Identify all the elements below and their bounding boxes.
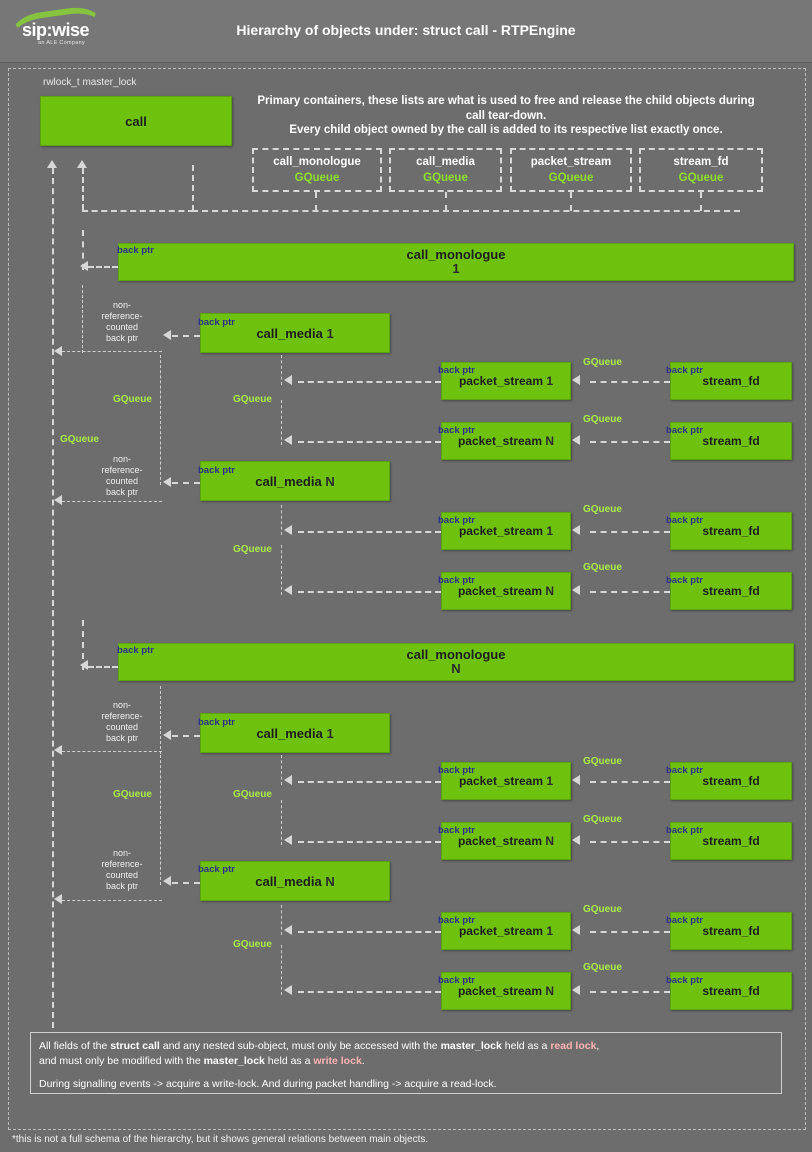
spine-ps-Nb — [281, 545, 282, 595]
line-ps-Nc — [298, 841, 441, 843]
line-ps-1d — [298, 931, 441, 933]
nonref-1c-l3: counted — [105, 722, 139, 732]
label-gqueue-ps-Nd: GQueue — [233, 939, 272, 950]
arrow-sfd-Nd — [572, 985, 580, 995]
node-call-media-1c-index: 1 — [326, 725, 334, 741]
arrow-sfd-1d — [572, 925, 580, 935]
line-sfd-1b — [590, 531, 670, 533]
arrow-sfd-1c — [572, 775, 580, 785]
label-back-ptr-monologue-N: back ptr — [117, 645, 154, 656]
label-back-ptr-ps-1c: back ptr — [438, 765, 475, 776]
line-sfd-1a — [590, 381, 670, 383]
label-back-ptr-sfd-Nb: back ptr — [666, 575, 703, 586]
container-call-media-type: GQueue — [423, 172, 468, 184]
line-nonref-Nc — [62, 900, 162, 901]
app-header — [0, 0, 812, 63]
spine-ps-1a — [281, 355, 282, 385]
label-back-ptr-media-Nc: back ptr — [198, 864, 235, 875]
line-sfd-1c — [590, 781, 670, 783]
label-gqueue-media-1c: GQueue — [113, 789, 152, 800]
caption-every-child — [256, 123, 756, 138]
node-packet-stream-Na-index: N — [545, 434, 555, 448]
spine-media-Na — [160, 355, 161, 485]
caption-line-2: Every child object owned by the call is added to its respective list exactly once. — [289, 124, 723, 136]
page-title: Hierarchy of objects under: struct call - RTPEngine — [236, 22, 576, 38]
node-call-label: call — [125, 113, 147, 129]
label-gqueue-sfd-Nb: GQueue — [583, 562, 622, 573]
node-stream-fd-1b-name: stream_fd — [702, 524, 760, 538]
arrow-media-1a-back — [163, 330, 171, 340]
arrow-call-up-1 — [77, 160, 87, 168]
node-call-media-Nc-name: call_media — [255, 873, 322, 889]
label-back-ptr-ps-Nd: back ptr — [438, 975, 475, 986]
nonref-Nc-l4: back ptr — [105, 881, 138, 891]
note-line-1 — [39, 1039, 773, 1054]
nonref-Nc-l3: counted — [105, 870, 139, 880]
label-gqueue-ps-Nb: GQueue — [233, 544, 272, 555]
line-sfd-Na — [590, 441, 670, 443]
arrow-ps-Nd — [284, 985, 292, 995]
container-packet-stream-type: GQueue — [548, 172, 594, 184]
arrow-sfd-Nb — [572, 585, 580, 595]
node-call-media-Na-index: N — [325, 473, 335, 489]
line-sfd-Nb — [590, 591, 670, 593]
arrow-nonref-Nc — [54, 894, 62, 904]
label-gqueue-left-1: GQueue — [60, 434, 99, 445]
node-call-media-1c-name: call_media — [256, 725, 323, 741]
nonref-Na-l2: reference- — [101, 465, 143, 475]
line-sfd-1d — [590, 931, 670, 933]
note-l2e: . — [361, 1055, 365, 1067]
line-nonref-Na — [62, 501, 162, 502]
label-back-ptr-media-1c: back ptr — [198, 717, 235, 728]
arrow-call-up-2 — [47, 160, 57, 168]
arrow-ps-Na — [284, 435, 292, 445]
label-back-ptr-sfd-1c: back ptr — [666, 765, 703, 776]
logo-subtext: an ALE Company — [38, 40, 86, 46]
node-packet-stream-1d-name: packet_stream — [458, 924, 544, 938]
node-call-monologue-1-name: call_monologue — [406, 247, 506, 262]
spine-monologue-1 — [82, 230, 84, 270]
spine-media-1c — [160, 686, 161, 754]
arrow-ps-1b — [284, 525, 292, 535]
note-l2d: write lock — [313, 1055, 362, 1067]
label-back-ptr-ps-1b: back ptr — [438, 515, 475, 526]
spine-ps-Nc — [281, 800, 282, 845]
arrow-nonref-Na — [54, 495, 62, 505]
line-ps-1a — [298, 381, 441, 383]
node-packet-stream-1c-index: 1 — [546, 774, 554, 788]
node-packet-stream-Nd-index: N — [545, 984, 555, 998]
note-l2b: master_lock — [203, 1055, 265, 1067]
label-gqueue-sfd-1b: GQueue — [583, 504, 622, 515]
label-gqueue-sfd-Na: GQueue — [583, 414, 622, 425]
container-packet-stream[interactable] — [510, 148, 632, 192]
label-back-ptr-ps-Nb: back ptr — [438, 575, 475, 586]
arrow-sfd-1b — [572, 525, 580, 535]
nonref-Nc-l2: reference- — [101, 859, 143, 869]
note-l1f: read lock — [550, 1040, 597, 1052]
label-gqueue-sfd-1a: GQueue — [583, 357, 622, 368]
nonref-1c-l2: reference- — [101, 711, 143, 721]
spine-ps-1c — [281, 755, 282, 785]
arrow-nonref-1c — [54, 745, 62, 755]
nonref-Nc-l1: non- — [112, 848, 131, 858]
node-packet-stream-1a-name: packet_stream — [458, 374, 544, 388]
line-sfd-Nd — [590, 991, 670, 993]
node-packet-stream-Nc-index: N — [545, 834, 555, 848]
label-gqueue-sfd-Nc: GQueue — [583, 814, 622, 825]
note-l2c: held as a — [264, 1055, 314, 1067]
container-packet-stream-name: packet_stream — [530, 156, 612, 168]
node-stream-fd-Nd-name: stream_fd — [702, 984, 760, 998]
nonref-1a-l4: back ptr — [105, 333, 138, 343]
container-stream-fd[interactable] — [639, 148, 763, 192]
locking-note — [30, 1032, 782, 1094]
label-back-ptr-monologue-1: back ptr — [117, 245, 154, 256]
container-bracket-stub-2 — [445, 192, 447, 211]
node-packet-stream-1d-index: 1 — [546, 924, 554, 938]
container-bracket-stub-4 — [700, 192, 702, 211]
label-back-ptr-sfd-1d: back ptr — [666, 915, 703, 926]
container-bracket-left — [192, 165, 194, 211]
container-call-media[interactable] — [389, 148, 502, 192]
line-nonref-1a — [62, 351, 162, 352]
label-gqueue-ps-1a: GQueue — [233, 394, 272, 405]
line-nonref-1c — [62, 751, 162, 752]
note-line-2 — [39, 1054, 773, 1069]
arrow-ps-1a — [284, 375, 292, 385]
arrow-nonref-1a — [54, 346, 62, 356]
container-bracket-to-call-h — [82, 210, 194, 212]
node-packet-stream-Nb-name: packet_stream — [457, 584, 543, 598]
nonref-Na-l4: back ptr — [105, 487, 138, 497]
label-gqueue-sfd-1d: GQueue — [583, 904, 622, 915]
label-back-ptr-sfd-Nd: back ptr — [666, 975, 703, 986]
arrow-sfd-Na — [572, 435, 580, 445]
line-media-Nc-back — [172, 882, 200, 884]
spine-media-Nc — [160, 755, 161, 885]
node-stream-fd-Nc-name: stream_fd — [702, 834, 760, 848]
container-bracket-stub-1 — [315, 192, 317, 211]
line-ps-Na — [298, 441, 441, 443]
arrow-media-Na-back — [163, 477, 171, 487]
arrow-media-Nc-back — [163, 876, 171, 886]
master-lock-label: rwlock_t master_lock — [40, 77, 139, 88]
label-nonref-Nc — [96, 848, 148, 892]
node-call-media-1a-name: call_media — [256, 325, 323, 341]
label-back-ptr-sfd-Na: back ptr — [666, 425, 703, 436]
arrow-ps-1d — [284, 925, 292, 935]
node-call[interactable] — [40, 96, 232, 146]
label-nonref-1c — [96, 700, 148, 744]
label-gqueue-sfd-1c: GQueue — [583, 756, 622, 767]
nonref-1c-l1: non- — [112, 700, 131, 710]
note-line-3: During signalling events -> acquire a write-lock. And during packet handling -> acquire a read-lock. — [39, 1078, 497, 1090]
container-call-media-name: call_media — [416, 156, 475, 168]
node-call-media-1a-index: 1 — [326, 325, 334, 341]
arrow-ps-1c — [284, 775, 292, 785]
label-back-ptr-media-1a: back ptr — [198, 317, 235, 328]
nonref-Na-l3: counted — [105, 476, 139, 486]
line-ps-1c — [298, 781, 441, 783]
label-back-ptr-ps-Na: back ptr — [438, 425, 475, 436]
node-stream-fd-1a-name: stream_fd — [702, 374, 760, 388]
container-bracket-stub-3 — [570, 192, 572, 211]
arrow-sfd-Nc — [572, 835, 580, 845]
nonref-1a-l2: reference- — [101, 311, 143, 321]
node-call-monologue-1-index: 1 — [452, 261, 460, 276]
note-l1a: All fields of the — [39, 1040, 111, 1052]
note-l1b: struct call — [110, 1040, 160, 1052]
note-l1g: , — [596, 1040, 600, 1052]
spine-ps-Nd — [281, 945, 282, 995]
arrow-ps-Nb — [284, 585, 292, 595]
line-ps-Nd — [298, 991, 441, 993]
line-ps-Nb — [298, 591, 441, 593]
container-bracket-bottom — [192, 210, 740, 212]
label-nonref-Na — [96, 454, 148, 498]
node-call-media-Nc-index: N — [325, 873, 335, 889]
node-packet-stream-Na-name: packet_stream — [457, 434, 543, 448]
label-gqueue-sfd-Nd: GQueue — [583, 962, 622, 973]
container-call-monologue[interactable] — [252, 148, 382, 192]
line-ps-1b — [298, 531, 441, 533]
line-monologue-1-back — [88, 266, 118, 268]
spine-media-1a — [82, 285, 83, 353]
line-media-1a-back — [172, 335, 200, 337]
nonref-1c-l4: back ptr — [105, 733, 138, 743]
arrow-media-1c-back — [163, 730, 171, 740]
label-back-ptr-ps-1d: back ptr — [438, 915, 475, 926]
line-sfd-Nc — [590, 841, 670, 843]
node-stream-fd-Na-name: stream_fd — [702, 434, 760, 448]
node-call-monologue-N-name: call_monologue — [406, 647, 506, 662]
spine-ps-Na — [281, 400, 282, 445]
node-call-monologue-1[interactable] — [118, 243, 794, 281]
line-monologue-N-back — [88, 666, 118, 668]
spine-ps-1b — [281, 505, 282, 535]
nonref-1a-l1: non- — [112, 300, 131, 310]
node-stream-fd-Nb-name: stream_fd — [702, 584, 760, 598]
label-back-ptr-sfd-1a: back ptr — [666, 365, 703, 376]
node-packet-stream-Nd-name: packet_stream — [457, 984, 543, 998]
label-gqueue-media-1a: GQueue — [113, 394, 152, 405]
node-stream-fd-1c-name: stream_fd — [702, 774, 760, 788]
node-packet-stream-1c-name: packet_stream — [458, 774, 544, 788]
node-call-media-Na-name: call_media — [255, 473, 322, 489]
note-l1c: and any nested sub-object, must only be accessed with the — [159, 1040, 441, 1052]
node-packet-stream-1b-name: packet_stream — [458, 524, 544, 538]
label-back-ptr-sfd-1b: back ptr — [666, 515, 703, 526]
container-call-monologue-type: GQueue — [294, 172, 340, 184]
label-nonref-1a — [96, 300, 148, 344]
caption-primary-containers — [256, 94, 756, 124]
note-l1d: master_lock — [440, 1040, 502, 1052]
note-l1e: held as a — [501, 1040, 551, 1052]
node-packet-stream-1a-index: 1 — [546, 374, 554, 388]
node-packet-stream-Nb-index: N — [545, 584, 555, 598]
container-call-monologue-name: call_monologue — [273, 156, 361, 168]
nonref-Na-l1: non- — [112, 454, 131, 464]
note-l2a: and must only be modified with the — [39, 1055, 204, 1067]
node-packet-stream-Nc-name: packet_stream — [457, 834, 543, 848]
node-call-monologue-N[interactable] — [118, 643, 794, 681]
arrow-ps-Nc — [284, 835, 292, 845]
label-gqueue-ps-1c: GQueue — [233, 789, 272, 800]
nonref-1a-l3: counted — [105, 322, 139, 332]
footnote: *this is not a full schema of the hierarchy, but it shows general relations between main objects. — [12, 1134, 429, 1145]
label-back-ptr-ps-1a: back ptr — [438, 365, 475, 376]
node-call-monologue-N-index: N — [451, 661, 461, 676]
label-back-ptr-sfd-Nc: back ptr — [666, 825, 703, 836]
label-back-ptr-media-Na: back ptr — [198, 465, 235, 476]
logo-text: sip:wise — [22, 20, 90, 40]
node-stream-fd-1d-name: stream_fd — [702, 924, 760, 938]
container-stream-fd-type: GQueue — [678, 172, 724, 184]
caption-line-1: Primary containers, these lists are what is used to free and release the child objects during call tear-down. — [257, 95, 755, 122]
container-stream-fd-name: stream_fd — [673, 156, 729, 168]
label-back-ptr-ps-Nc: back ptr — [438, 825, 475, 836]
spine-monologue-N — [82, 620, 84, 670]
line-media-1c-back — [172, 735, 200, 737]
arrow-sfd-1a — [572, 375, 580, 385]
spine-ps-1d — [281, 905, 282, 935]
line-media-Na-back — [172, 482, 200, 484]
container-bracket-to-call — [82, 168, 84, 210]
node-packet-stream-1b-index: 1 — [546, 524, 554, 538]
